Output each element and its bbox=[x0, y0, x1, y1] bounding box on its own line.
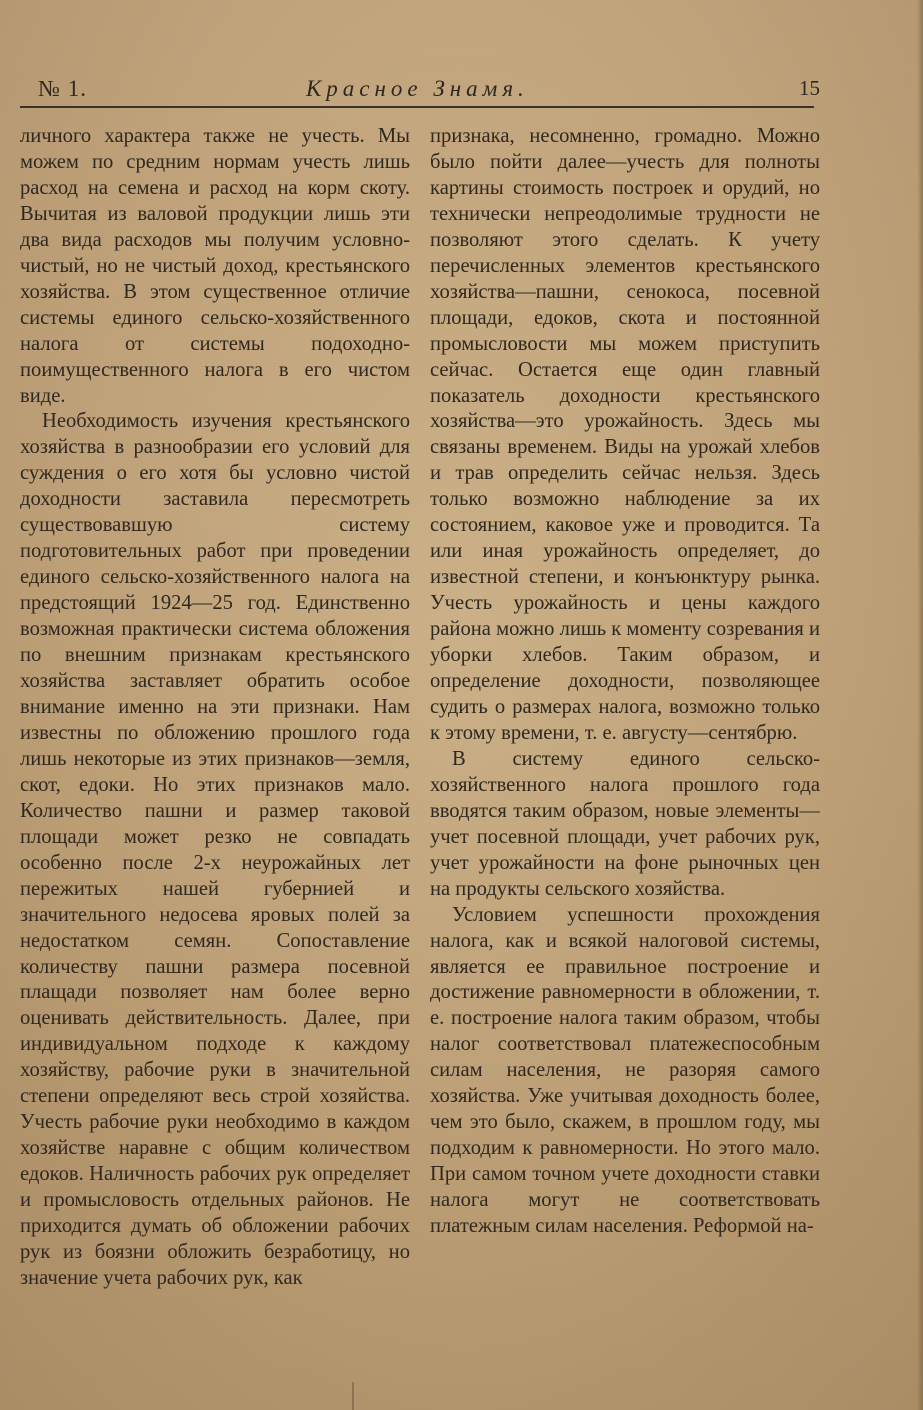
journal-title: Красное Знамя. bbox=[306, 76, 529, 101]
paragraph: Необходимость изучения крестьянского хозяйства в разнообразии его условий для суждения о его хотя бы условно чистой доходности заставила пересмотреть существовавшую систему подготовительных работ при проведении единого сельско-хозяйственного налога на предстоящий 1924—25 год. Единственно возможная практически система обложения по внешним признакам крестьянского хозяйства заставляет обратить особое внимание именно на эти признаки. Нам известны по обложению прошлого года лишь некоторые из этих признаков—земля, скот, едоки. Но этих признаков мало. Количество пашни и размер таковой площади может резко не совпадать особенно после 2-х неурожайных лет пережитых нашей губернией и значительного недосева яровых полей за недостатком семян. Сопоставление количеству пашни размера посевной плащади позволяет нам более верно оценивать действительность. Далее, при индивидуальном подходе к каждому хозяйству, рабочие руки в значительной степени определяют весь строй хозяйства. Учесть рабочие руки необходимо в каждом хозяйстве наравне с общим количеством едоков. Наличность рабочих рук определяет и промысловость отдельных районов. Не приходится думать об обложении рабочих рук из боязни обложить безработицу, но значение учета рабочих рук, как bbox=[20, 410, 410, 1289]
issue-number: № 1. bbox=[38, 76, 87, 101]
left-column bbox=[20, 124, 410, 1292]
header-rule bbox=[20, 106, 814, 108]
page-edge-shadow bbox=[917, 0, 923, 1410]
paragraph: В систему единого сельско-хозяйственного налога прошлого года вводятся таким образом, новые элементы—учет посевной площади, учет рабочих рук, учет урожайности на фоне рыночных цен на продукты сельского хозяйства. bbox=[430, 747, 820, 900]
page-number: 15 bbox=[799, 76, 820, 100]
paragraph: признака, несомненно, громадно. Можно было пойти далее—учесть для полноты картины стоимость построек и орудий, но технически непреодолимые трудности не позволяют этого сделать. К учету перечисленных элементов крестьянского хозяйства—пашни, сенокоса, посевной площади, едоков, скота и постоянной промысловости мы можем приступить сейчас. Остается еще один главный показатель доходности крестьянского хозяйства—это урожайность. Здесь мы связаны временем. Виды на урожай хлебов и трав определить сейчас нельзя. Здесь только возможно наблюдение за их состоянием, каковое уже и проводится. Та или иная урожайность определяет, до известной степени, и конъюнктуру рынка. Учесть урожайность и цены каждого района можно лишь к моменту созревания и уборки хлебов. Таким образом, и определение доходности, позволяющее судить о размерах налога, возможно только к этому времени, т. е. августу—сентябрю. bbox=[430, 125, 821, 744]
page-header bbox=[38, 74, 820, 108]
paragraph: личного характера также не учесть. Мы можем по средним нормам учесть лишь расход на семена и расход на корм скоту. Вычитая из валовой продукции лишь эти два вида расходов мы получим условно-чистый, но не чистый доход, крестьянского хозяйства. В этом существенное отличие системы единого сельско-хозяйственного налога от системы подоходно-поимущественного налога в его чистом виде. bbox=[20, 125, 410, 407]
right-column bbox=[430, 124, 820, 1240]
binding-crease bbox=[352, 1382, 354, 1410]
paragraph: Условием успешности прохождения налога, как и всякой налоговой системы, является ее правильное построение и достижение равномерности в обложении, т. е. построение налога таким образом, чтобы налог соответствовал платежеспособным силам населения, не разоряя самого хозяйства. Уже учитывая доходность более, чем это было, скажем, в прошлом году, мы подходим к равномерности. Но этого мало. При самом точном учете доходности ставки налога могут не соответствовать платежным силам населения. Реформой на- bbox=[430, 903, 820, 1238]
